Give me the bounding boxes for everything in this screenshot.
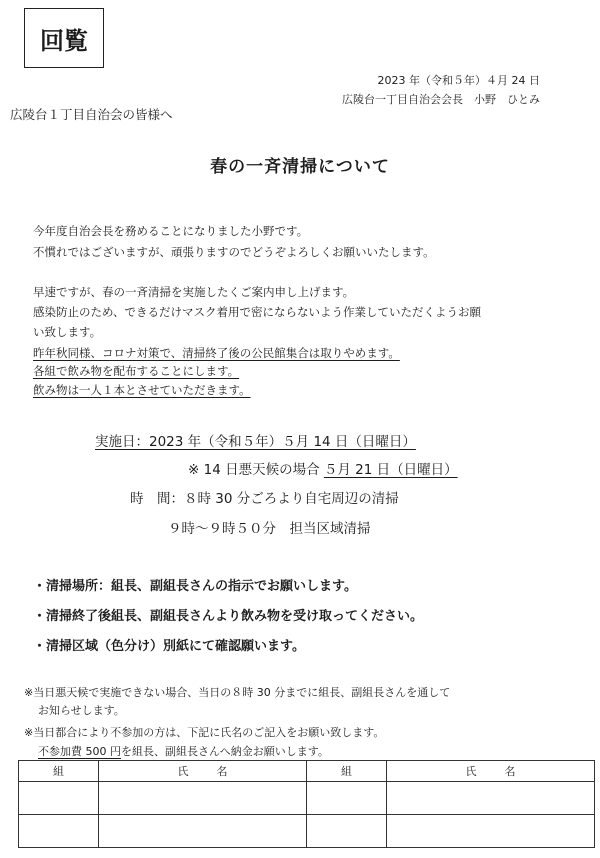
note-1a: ※当日悪天候で実施できない場合、当日の８時 30 分までに組長、副組長さんを通して [24, 686, 451, 699]
name-cell[interactable] [99, 782, 307, 815]
body-line-1: 早速ですが、春の一斉清掃を実施したくご案内申し上げます。 [33, 285, 355, 299]
event-time-1: 時 間：８時 30 分ごろより自宅周辺の清掃 [130, 491, 399, 507]
fee-instruction: を組長、副組長さんへ納金お願いします。 [121, 745, 329, 758]
body-line-3: い致します。 [33, 325, 102, 339]
addressee: 広陵台１丁目自治会の皆様へ [10, 107, 173, 122]
notice-underlined-2: 各組で飲み物を配布することにします。 [33, 364, 240, 378]
greeting-line-2: 不慣れではございますが、頑張りますのでどうぞよろしくお願いいたします。 [33, 245, 435, 259]
body-line-2: 感染防止のため、できるだけマスク着用で密にならないよう作業していただくようお願 [33, 305, 482, 319]
group-cell[interactable] [19, 815, 99, 848]
bullet-item: ・清掃場所：組長、副組長さんの指示でお願いします。 [33, 579, 357, 594]
issue-date: 2023 年（令和５年）４月 24 日 [377, 74, 540, 87]
rain-date-prefix: ※ 14 日悪天候の場合 [188, 462, 320, 478]
circulation-stamp: 回覧 [24, 8, 104, 68]
fee-line [38, 743, 329, 759]
fee-amount: 不参加費 500 円 [38, 745, 121, 758]
notice-underlined-3: 飲み物は一人１本とさせていただきます。 [33, 383, 251, 397]
group-cell[interactable] [19, 782, 99, 815]
rain-date-line [188, 458, 458, 478]
absence-form-table [18, 760, 595, 848]
table-row [19, 782, 595, 815]
bullet-item: ・清掃区域（色分け）別紙にて確認願います。 [33, 639, 305, 654]
name-cell[interactable] [387, 782, 595, 815]
sender: 広陵台一丁目自治会会長 小野 ひとみ [342, 93, 540, 106]
bullet-item: ・清掃終了後組長、副組長さんより飲み物を受け取ってください。 [33, 609, 424, 624]
table-header-row [19, 761, 595, 782]
column-header-group: 組 [19, 761, 99, 782]
column-header-name: 氏名 [99, 761, 307, 782]
rain-date: ５月 21 日（日曜日） [323, 462, 458, 478]
group-cell[interactable] [307, 782, 387, 815]
column-header-group: 組 [307, 761, 387, 782]
group-cell[interactable] [307, 815, 387, 848]
note-2: ※当日都合により不参加の方は、下記に氏名のご記入をお願い致します。 [24, 726, 385, 739]
greeting-line-1: 今年度自治会長を務めることになりました小野です。 [33, 224, 309, 238]
note-1b: お知らせします。 [38, 704, 125, 717]
name-cell[interactable] [387, 815, 595, 848]
name-cell[interactable] [99, 815, 307, 848]
column-header-name: 氏名 [387, 761, 595, 782]
event-date: 実施日：2023 年（令和５年）５月 14 日（日曜日） [95, 434, 416, 450]
event-time-2: ９時～９時５０分 担当区域清掃 [168, 521, 371, 537]
table-row [19, 815, 595, 848]
notice-underlined-1: 昨年秋同様、コロナ対策で、清掃終了後の公民館集合は取りやめます。 [33, 346, 400, 360]
document-title: 春の一斉清掃について [210, 157, 390, 177]
